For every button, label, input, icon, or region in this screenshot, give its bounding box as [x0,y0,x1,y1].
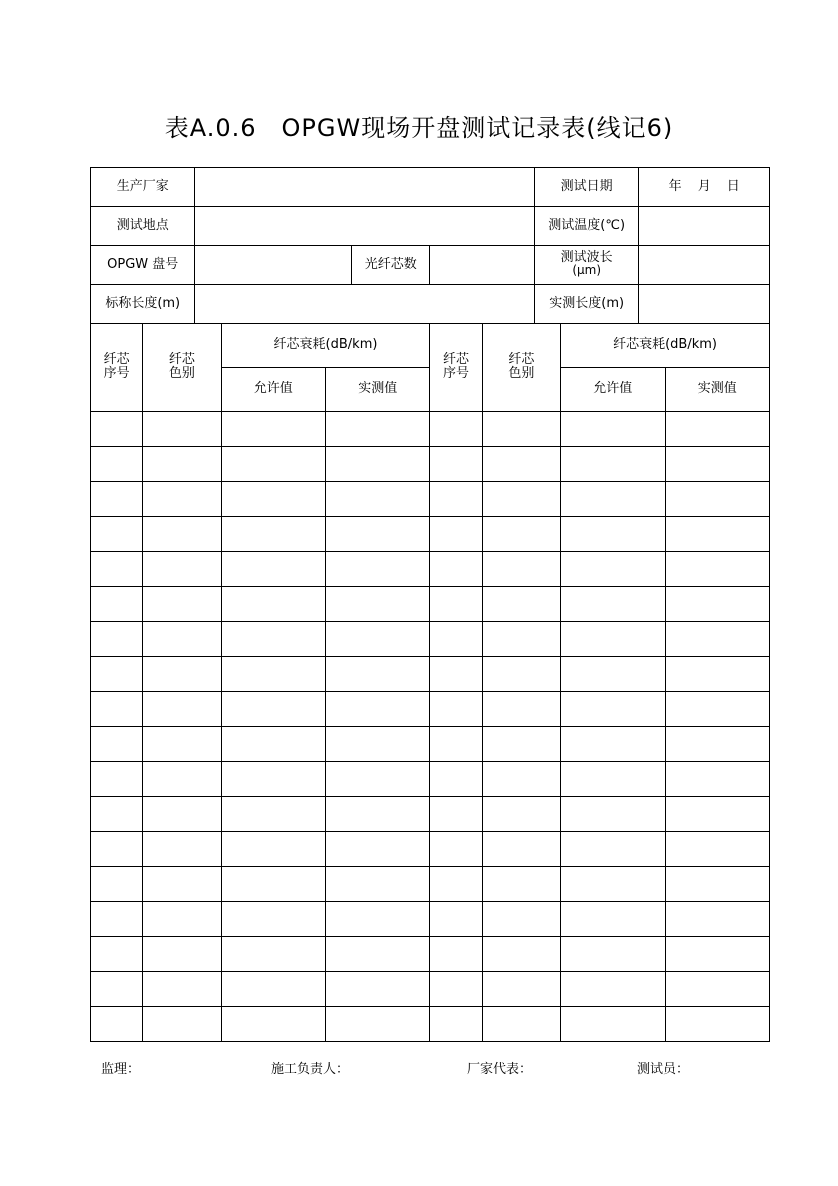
measured-cell-left[interactable] [326,972,430,1007]
fiber-color-cell-right[interactable] [482,1007,560,1042]
fiber-color-cell-right[interactable] [482,937,560,972]
supervisor-signature: 监理： [101,1062,141,1077]
fiber-no-cell-left[interactable] [91,762,143,797]
allowed-cell-right[interactable] [561,832,665,867]
attenuation-header-left: 纤芯衰耗(dB/km) [221,324,430,368]
fiber-color-cell-left[interactable] [143,797,221,832]
measured-cell-right[interactable] [665,447,770,482]
wavelength-label-line1: 测试波长 [560,249,613,265]
measured-cell-left[interactable] [326,867,430,902]
allowed-cell-left[interactable] [221,552,325,587]
table-row [91,657,770,692]
fiber-no-cell-right[interactable] [430,727,482,762]
allowed-cell-right[interactable] [561,412,665,447]
test-temp-field[interactable] [639,207,770,246]
fiber-count-field[interactable] [430,246,535,285]
fiber-color-cell-left[interactable] [143,657,221,692]
fiber-color-cell-left[interactable] [143,937,221,972]
fiber-no-cell-left[interactable] [91,692,143,727]
allowed-cell-left[interactable] [221,972,325,1007]
fiber-color-cell-right[interactable] [482,832,560,867]
data-rows [91,412,770,1042]
table-row [91,692,770,727]
measured-cell-right[interactable] [665,902,770,937]
measured-cell-left[interactable] [326,1007,430,1042]
measured-cell-left[interactable] [326,587,430,622]
allowed-cell-left[interactable] [221,762,325,797]
date-month: 月 [697,178,711,194]
fiber-color-cell-right[interactable] [482,972,560,1007]
fiber-color-cell-right[interactable] [482,412,560,447]
fiber-no-cell-right[interactable] [430,797,482,832]
measured-cell-right[interactable] [665,657,770,692]
allowed-cell-right[interactable] [561,902,665,937]
measured-cell-left[interactable] [326,727,430,762]
allowed-cell-right[interactable] [561,727,665,762]
fiber-no-cell-right[interactable] [430,517,482,552]
measured-cell-left[interactable] [326,902,430,937]
fiber-no-cell-right[interactable] [430,412,482,447]
fiber-color-cell-right[interactable] [482,902,560,937]
allowed-cell-right[interactable] [561,552,665,587]
allowed-cell-left[interactable] [221,517,325,552]
manufacturer-label: 生产厂家 [91,168,195,207]
test-temp-label: 测试温度(℃) [534,207,638,246]
fiber-no-cell-right[interactable] [430,622,482,657]
fiber-no-cell-left[interactable] [91,517,143,552]
fiber-no-cell-right[interactable] [430,447,482,482]
table-row [91,517,770,552]
table-row [91,727,770,762]
fiber-color-cell-right[interactable] [482,517,560,552]
allowed-cell-left[interactable] [221,587,325,622]
allowed-cell-right[interactable] [561,622,665,657]
fiber-no-cell-left[interactable] [91,622,143,657]
measured-cell-right[interactable] [665,937,770,972]
fiber-no-cell-left[interactable] [91,657,143,692]
fiber-color-line2: 色别 [508,365,535,381]
measured-cell-right[interactable] [665,587,770,622]
fiber-no-header-left [91,324,143,412]
fiber-no-cell-left[interactable] [91,447,143,482]
measured-cell-right[interactable] [665,867,770,902]
test-site-field[interactable] [195,207,534,246]
allowed-cell-right[interactable] [561,692,665,727]
measured-cell-right[interactable] [665,972,770,1007]
allowed-cell-right[interactable] [561,762,665,797]
table-row [91,447,770,482]
allowed-cell-right[interactable] [561,797,665,832]
info-row-4 [91,285,770,324]
measured-cell-left[interactable] [326,552,430,587]
allowed-cell-left[interactable] [221,657,325,692]
nominal-length-label: 标称长度(m) [91,285,195,324]
allowed-cell-right[interactable] [561,447,665,482]
allowed-cell-right[interactable] [561,972,665,1007]
allowed-cell-right[interactable] [561,937,665,972]
fiber-color-cell-right[interactable] [482,657,560,692]
test-date-label: 测试日期 [534,168,638,207]
allowed-cell-right[interactable] [561,657,665,692]
allowed-cell-right[interactable] [561,1007,665,1042]
fiber-color-cell-right[interactable] [482,727,560,762]
allowed-header-left: 允许值 [221,368,325,412]
fiber-no-cell-right[interactable] [430,902,482,937]
table-row [91,587,770,622]
fiber-color-cell-right[interactable] [482,587,560,622]
measured-cell-left[interactable] [326,797,430,832]
reel-no-label: OPGW 盘号 [91,246,195,285]
fiber-no-cell-left[interactable] [91,587,143,622]
allowed-cell-left[interactable] [221,412,325,447]
fiber-color-cell-left[interactable] [143,482,221,517]
fiber-no-cell-left[interactable] [91,1007,143,1042]
test-record-table [90,167,770,1042]
fiber-color-line1: 纤芯 [168,352,195,368]
date-day: 日 [726,178,740,194]
measured-cell-left[interactable] [326,657,430,692]
info-row-2 [91,207,770,246]
page-title: 表A.0.6 OPGW现场开盘测试记录表(线记6) [164,114,674,142]
fiber-color-header-left [143,324,221,412]
fiber-no-cell-right[interactable] [430,937,482,972]
tester-signature: 测试员： [637,1062,690,1077]
fiber-color-cell-left[interactable] [143,1007,221,1042]
reel-no-field[interactable] [195,246,352,285]
wavelength-label-line2: (μm) [572,263,601,278]
fiber-no-line2: 序号 [443,365,470,381]
fiber-color-cell-left[interactable] [143,412,221,447]
fiber-color-cell-right[interactable] [482,552,560,587]
fiber-color-cell-left[interactable] [143,552,221,587]
attenuation-header-right: 纤芯衰耗(dB/km) [561,324,770,368]
measured-cell-left[interactable] [326,447,430,482]
fiber-no-line1: 纤芯 [103,352,130,368]
info-row-1 [91,168,770,207]
measured-cell-right[interactable] [665,797,770,832]
measured-cell-right[interactable] [665,552,770,587]
measured-header-left: 实测值 [326,368,430,412]
allowed-cell-left[interactable] [221,902,325,937]
table-row [91,762,770,797]
manufacturer-field[interactable] [195,168,534,207]
table-row [91,622,770,657]
manufacturer-rep-signature: 厂家代表： [467,1062,533,1077]
measured-cell-left[interactable] [326,622,430,657]
fiber-no-cell-right[interactable] [430,762,482,797]
allowed-cell-left[interactable] [221,622,325,657]
measured-cell-right[interactable] [665,762,770,797]
measured-cell-right[interactable] [665,482,770,517]
fiber-color-cell-right[interactable] [482,447,560,482]
fiber-no-cell-right[interactable] [430,867,482,902]
fiber-no-cell-left[interactable] [91,902,143,937]
fiber-no-cell-left[interactable] [91,412,143,447]
measured-length-field[interactable] [639,285,770,324]
fiber-no-cell-right[interactable] [430,692,482,727]
fiber-color-cell-left[interactable] [143,447,221,482]
allowed-cell-right[interactable] [561,587,665,622]
measured-length-label: 实测长度(m) [534,285,638,324]
table-row [91,797,770,832]
table-row [91,1007,770,1042]
table-row [91,412,770,447]
fiber-color-cell-left[interactable] [143,517,221,552]
allowed-cell-left[interactable] [221,867,325,902]
allowed-cell-left[interactable] [221,1007,325,1042]
fiber-no-header-right [430,324,482,412]
wavelength-label [534,246,638,285]
measured-cell-right[interactable] [665,727,770,762]
allowed-cell-left[interactable] [221,727,325,762]
fiber-color-line2: 色别 [168,365,195,381]
measured-cell-left[interactable] [326,412,430,447]
fiber-no-cell-left[interactable] [91,972,143,1007]
fiber-color-cell-right[interactable] [482,622,560,657]
fiber-no-cell-left[interactable] [91,727,143,762]
test-date-field[interactable] [639,168,770,207]
measured-cell-right[interactable] [665,692,770,727]
fiber-color-cell-right[interactable] [482,482,560,517]
allowed-cell-left[interactable] [221,832,325,867]
fiber-color-cell-left[interactable] [143,727,221,762]
measured-cell-left[interactable] [326,832,430,867]
allowed-cell-right[interactable] [561,482,665,517]
fiber-color-cell-left[interactable] [143,692,221,727]
date-year: 年 [668,178,682,194]
fiber-color-line1: 纤芯 [508,352,535,368]
info-row-3 [91,246,770,285]
fiber-no-cell-right[interactable] [430,552,482,587]
measured-cell-left[interactable] [326,762,430,797]
table-row [91,867,770,902]
fiber-color-cell-left[interactable] [143,902,221,937]
fiber-count-label: 光纤芯数 [352,246,430,285]
fiber-color-cell-left[interactable] [143,762,221,797]
fiber-color-cell-left[interactable] [143,832,221,867]
allowed-cell-left[interactable] [221,797,325,832]
header-row-1 [91,324,770,368]
measured-cell-right[interactable] [665,517,770,552]
fiber-no-cell-right[interactable] [430,587,482,622]
allowed-cell-right[interactable] [561,517,665,552]
table-row [91,972,770,1007]
fiber-no-line2: 序号 [103,365,130,381]
test-site-label: 测试地点 [91,207,195,246]
fiber-no-line1: 纤芯 [443,352,470,368]
allowed-cell-right[interactable] [561,867,665,902]
nominal-length-field[interactable] [195,285,534,324]
table-row [91,482,770,517]
fiber-no-cell-left[interactable] [91,797,143,832]
allowed-cell-left[interactable] [221,482,325,517]
fiber-no-cell-right[interactable] [430,972,482,1007]
fiber-color-cell-right[interactable] [482,692,560,727]
fiber-color-cell-left[interactable] [143,587,221,622]
fiber-no-cell-left[interactable] [91,937,143,972]
fiber-no-cell-right[interactable] [430,657,482,692]
measured-cell-right[interactable] [665,1007,770,1042]
measured-cell-left[interactable] [326,937,430,972]
measured-cell-left[interactable] [326,482,430,517]
table-row [91,937,770,972]
construction-lead-signature: 施工负责人： [271,1062,350,1077]
measured-cell-left[interactable] [326,517,430,552]
measured-cell-right[interactable] [665,832,770,867]
allowed-cell-left[interactable] [221,937,325,972]
wavelength-field[interactable] [639,246,770,285]
table-row [91,832,770,867]
table-row [91,552,770,587]
fiber-color-cell-left[interactable] [143,622,221,657]
fiber-no-cell-right[interactable] [430,482,482,517]
measured-cell-right[interactable] [665,622,770,657]
fiber-color-cell-left[interactable] [143,867,221,902]
fiber-color-cell-right[interactable] [482,762,560,797]
measured-cell-right[interactable] [665,412,770,447]
fiber-color-header-right [482,324,560,412]
fiber-color-cell-right[interactable] [482,867,560,902]
allowed-header-right: 允许值 [561,368,665,412]
allowed-cell-left[interactable] [221,692,325,727]
fiber-no-cell-right[interactable] [430,832,482,867]
fiber-no-cell-left[interactable] [91,482,143,517]
table-row [91,902,770,937]
fiber-color-cell-right[interactable] [482,797,560,832]
allowed-cell-left[interactable] [221,447,325,482]
fiber-color-cell-left[interactable] [143,972,221,1007]
fiber-no-cell-right[interactable] [430,1007,482,1042]
measured-header-right: 实测值 [665,368,770,412]
fiber-no-cell-left[interactable] [91,832,143,867]
fiber-no-cell-left[interactable] [91,552,143,587]
measured-cell-left[interactable] [326,692,430,727]
fiber-no-cell-left[interactable] [91,867,143,902]
